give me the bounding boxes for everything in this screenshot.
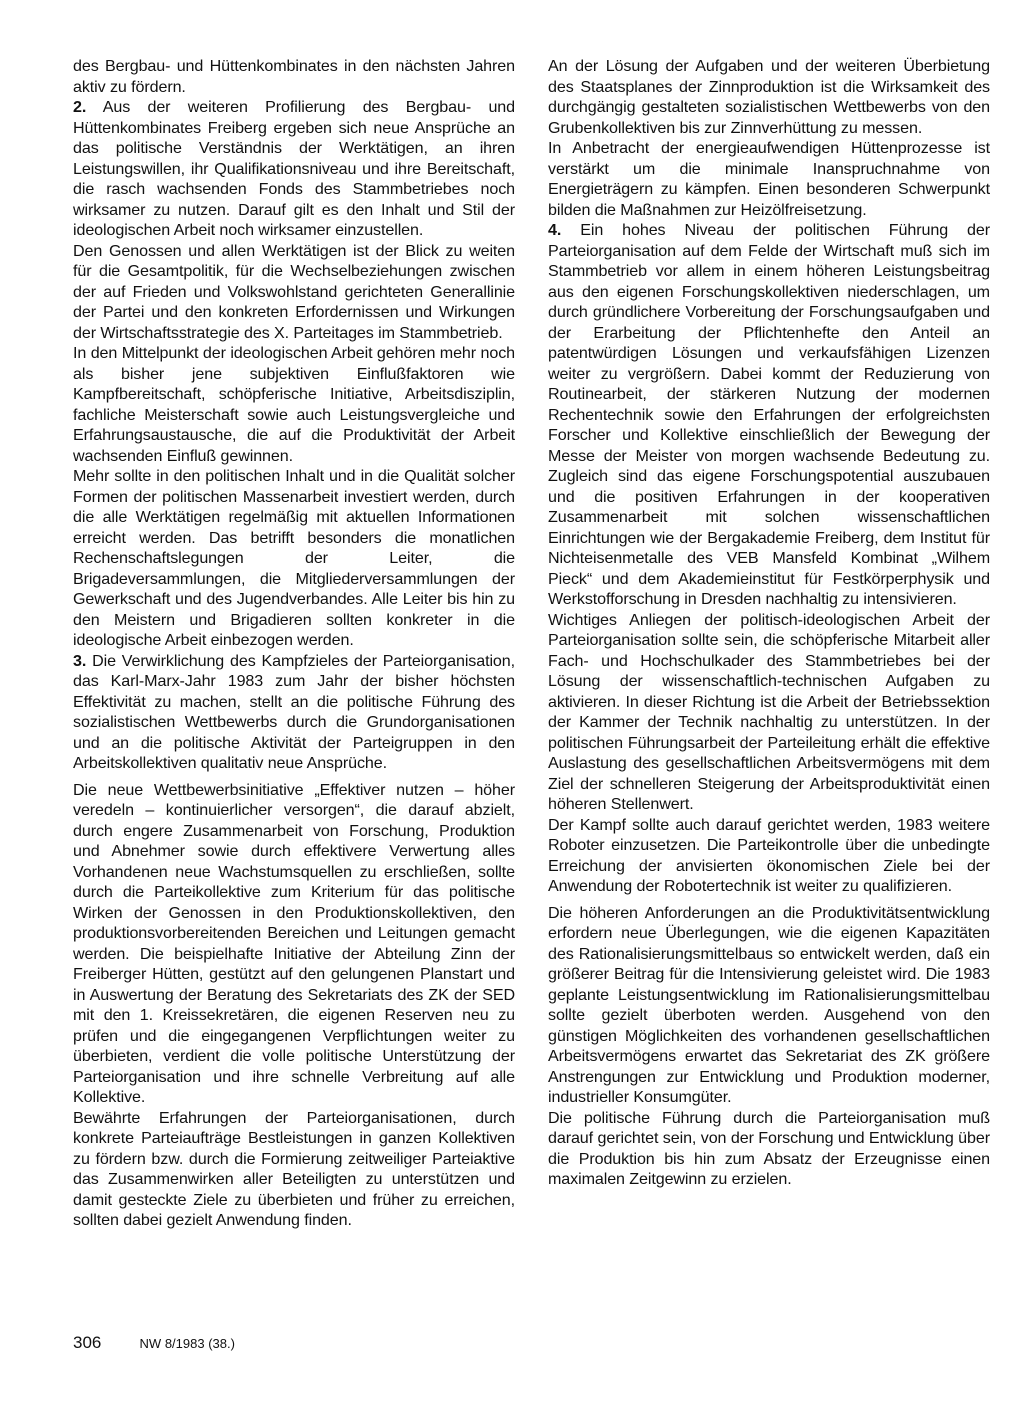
paragraph: Der Kampf sollte auch darauf gerichtet werden, 1983 weitere Roboter einzusetzen. Die Parteikontrolle über die unbedingte Erreichung der anvisierten ökonomischen Ziele bei der Anwendung der Robotertechnik ist weiter zu qualifizieren.: [548, 815, 990, 895]
paragraph: [548, 220, 990, 610]
paragraph: In Anbetracht der energieaufwendigen Hüttenprozesse ist verstärkt um die minimale Inanspruchnahme von Energieträgern zu kämpfen. Einen besonderen Schwerpunkt bilden die Maßnahmen zur Heizölfreisetzung.: [548, 139, 990, 219]
paragraph: Die höheren Anforderungen an die Produktivitätsentwicklung erfordern neue Überlegungen, wie die eigenen Kapazitäten des Rationalisierungsmittelbaus so entwickelt werden, daß ein größerer Beitrag für die Intensivierung geleistet wird. Die 1983 geplante Leistungsentwicklung im Rationalisierungsmittelbau sollte gezielt überboten werden. Ausgehend von den günstigen Möglichkeiten des vorhandenen gesellschaftlichen Arbeitsvermögens erwartet das Sekretariat des ZK größere Anstrengungen zur Entwicklung und Produktion moderner, industrieller Konsumgüter.: [548, 903, 990, 1106]
journal-reference: NW 8/1983 (38.): [139, 1336, 235, 1351]
paragraph: [73, 97, 515, 241]
paragraph: Wichtiges Anliegen der politisch-ideologischen Arbeit der Parteiorganisation sollte sein, die schöpferische Mitarbeit aller Fach- und Hochschulkader des Stammbetriebes bei der Lösung der wissenschaftlich-technischen Aufgaben zu aktivieren. In dieser Richtung ist die Arbeit der Betriebssektion der Kammer der Technik nachhaltig zu unterstützen. In der politischen Führungsarbeit der Parteileitung erhält die effektive Auslastung des gesellschaftlichen Arbeitsvermögens mit dem Ziel der schnelleren Steigerung der Arbeitsproduktivität einen höheren Stellenwert.: [548, 610, 990, 813]
paragraph: Bewährte Erfahrungen der Parteiorganisationen, durch konkrete Parteiaufträge Bestleistungen in ganzen Kollektiven zu fördern bzw. durch die Formierung zeitweiliger Parteiaktive das Zusammenwirken aller Beteiligten zu unterstützen und damit gesteckte Ziele zu überbieten und früher zu erreichen, sollten dabei gezielt Anwendung finden.: [73, 1108, 515, 1229]
left-column: [73, 56, 515, 1231]
page-number: 306: [73, 1333, 102, 1352]
paragraph-text: Aus der weiteren Profilierung des Bergbau- und Hüttenkombinates Freiberg ergeben sich neue Ansprüche an das politische Verständnis der Werktätigen, an ihren Leistungswillen, ihr Qualifikationsniveau und ihre Bereitschaft, die rasch wachsenden Fonds des Stammbetriebes noch wirksamer zu nutzen. Darauf gilt es den Inhalt und Stil der ideologischen Arbeit noch wirksamer einzustellen.: [73, 98, 516, 239]
section-number: 4.: [548, 221, 562, 239]
paragraph: Die politische Führung durch die Parteiorganisation muß darauf gerichtet sein, von der Forschung und Entwicklung über die Produktion bis hin zum Absatz der Erzeugnisse einen maximalen Zeitgewinn zu erzielen.: [548, 1108, 990, 1188]
paragraph: Mehr sollte in den politischen Inhalt und in die Qualität solcher Formen der politischen Massenarbeit investiert werden, durch die alle Werktätigen regelmäßig mit aktuellen Informationen erreicht werden. Das betrifft besonders die monatlichen Rechenschaftslegungen der Leiter, die Brigadeversammlungen, die Mitgliederversammlungen der Gewerkschaft und des Jugendverbandes. Alle Leiter bis hin zu den Meistern und Brigadieren sollten konkreter in die ideologische Arbeit einbezogen werden.: [73, 467, 515, 649]
paragraph: An der Lösung der Aufgaben und der weiteren Überbietung des Staatsplanes der Zinnproduktion ist die Wirksamkeit des durchgängig gestalteten sozialistischen Wettbewerbs von den Grubenkollektiven bis zur Zinnverhüttung zu messen.: [548, 57, 990, 137]
page-footer: [73, 1333, 235, 1353]
paragraph: Die neue Wettbewerbsinitiative „Effektiver nutzen – höher veredeln – kontinuierlicher versorgen“, die darauf abzielt, durch engere Zusammenarbeit von Forschung, Produktion und Abnehmer sowie durch effektivere Verwertung alles Vorhandenen neue Wachstumsquellen zu erschließen, sollte durch die Parteikollektive zum Kriterium für das politische Wirken der Genossen in den Produktionskollektiven, den produktionsvorbereitenden Bereichen und Leitungen gemacht werden. Die beispielhafte Initiative der Abteilung Zinn der Freiberger Hütten, gestützt auf den gelungenen Planstart und in Auswertung der Beratung des Sekretariats des ZK der SED mit den 1. Kreissekretären, die eigenen Reserven neu zu prüfen und die eingegangenen Verpflichtungen weiter zu überbieten, verdient die volle politische Unterstützung der Parteiorganisation und ihre schnelle Verbreitung auf alle Kollektive.: [73, 780, 515, 1106]
paragraph-text: Ein hohes Niveau der politischen Führung der Parteiorganisation auf dem Felde der Wirtschaft muß sich im Stammbetrieb vor allem in einem höheren Leistungsbeitrag aus den eigenen Forschungskollektiven niederschlagen, um durch gründlichere Vorbereitung der Forschungsaufgaben und der Erarbeitung der Pflichtenhefte den Anteil an patentwürdigen Lösungen und verkaufsfähigen Lizenzen weiter zu vergrößern. Dabei kommt der Reduzierung von Routinearbeit, der stärkeren Nutzung der modernen Rechentechnik sowie den Erfahrungen der erfolgreichsten Forscher und Kollektive einschließlich der Bewegung der Messe der Meister von morgen wachsende Bedeutung zu. Zugleich sind das eigene Forschungspotential auszubauen und die positiven Erfahrungen in der kooperativen Zusammenarbeit mit solchen wissenschaftlichen Einrichtungen wie der Bergakademie Freiberg, dem Institut für Nichteisenmetalle des VEB Mansfeld Kombinat „Wilhem Pieck“ und dem Akademieinstitut für Festkörperphysik und Werkstofforschung in Dresden nachhaltig zu intensivieren.: [548, 221, 990, 608]
paragraph: In den Mittelpunkt der ideologischen Arbeit gehören mehr noch als bisher jene subjektiven Einflußfaktoren wie Kampfbereitschaft, schöpferische Initiative, Arbeitsdisziplin, fachliche Meisterschaft sowie auch Leistungsvergleiche und Erfahrungsaustausche, die auf die Produktivität der Arbeit wachsenden Einfluß gewinnen.: [73, 344, 515, 465]
paragraph: [73, 651, 515, 774]
paragraph-text: Die Verwirklichung des Kampfzieles der Parteiorganisation, das Karl-Marx-Jahr 1983 zum Jahr der bisher höchsten Effektivität zu machen, stellt an die politische Führung des sozialistischen Wettbewerbs durch die Grundorganisationen und an die politische Aktivität der Parteigruppen in den Arbeitskollektiven qualitativ neue Ansprüche.: [73, 651, 516, 772]
paragraph: Den Genossen und allen Werktätigen ist der Blick zu weiten für die Gesamtpolitik, für die Wechselbeziehungen zwischen der auf Frieden und Volkswohlstand gerichteten Generallinie der Partei und den konkreten Erfordernissen und Wirkungen der Wirtschaftsstrategie des X. Parteitages im Stammbetrieb.: [73, 241, 515, 342]
section-number: 3.: [73, 651, 87, 670]
paragraph: des Bergbau- und Hüttenkombinates in den nächsten Jahren aktiv zu fördern.: [73, 57, 515, 96]
right-column: [548, 56, 990, 1190]
section-number: 2.: [73, 98, 87, 116]
